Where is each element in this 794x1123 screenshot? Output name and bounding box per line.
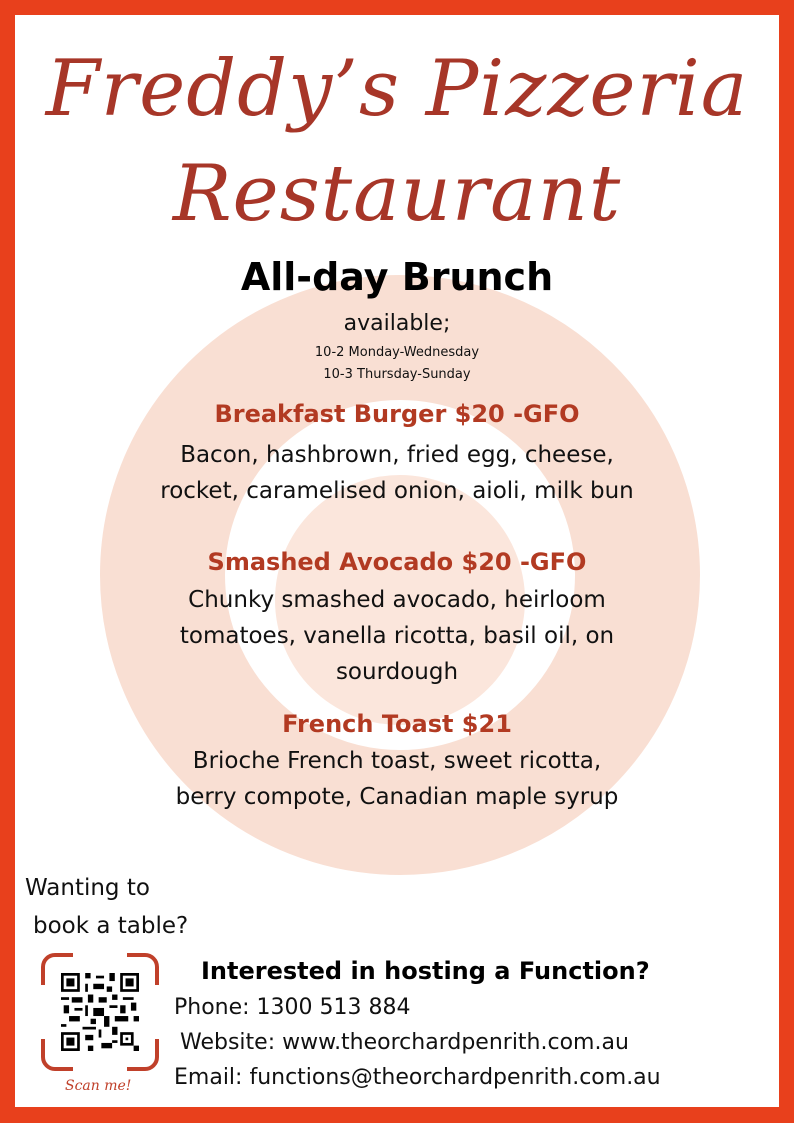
hours-weekend: 10-3 Thursday-Sunday	[323, 367, 471, 382]
brunch-heading: All-day Brunch	[240, 255, 554, 299]
phone-text: Phone: 1300 513 884	[174, 995, 411, 1020]
website-link[interactable]: Website: www.theorchardpenrith.com.au	[180, 1030, 629, 1055]
email-link[interactable]: Email: functions@theorchardpenrith.com.au	[174, 1065, 661, 1090]
dish-description-line: berry compote, Canadian maple syrup	[175, 784, 619, 810]
restaurant-name-line1: Freddy’s Pizzeria	[45, 44, 749, 134]
dish-description-line: Chunky smashed avocado, heirloom	[188, 587, 606, 613]
hours-weekdays: 10-2 Monday-Wednesday	[314, 345, 480, 360]
booking-prompt-line1: Wanting to	[25, 875, 150, 901]
qr-code-icon[interactable]	[61, 973, 139, 1051]
scan-me-caption: Scan me!	[65, 1078, 132, 1094]
restaurant-name-line2: Restaurant	[172, 149, 622, 239]
availability-label: available;	[343, 311, 451, 336]
dish-name: Breakfast Burger $20 -GFO	[214, 400, 580, 428]
booking-prompt-line2: book a table?	[33, 913, 189, 939]
dish-description-line: tomatoes, vanella ricotta, basil oil, on	[179, 623, 615, 649]
dish-name: Smashed Avocado $20 -GFO	[207, 548, 587, 576]
dish-description-line: Bacon, hashbrown, fried egg, cheese,	[180, 442, 614, 468]
menu-card	[15, 15, 779, 1107]
dish-description-line: Brioche French toast, sweet ricotta,	[192, 748, 602, 774]
dish-description-line: rocket, caramelised onion, aioli, milk bun	[160, 478, 634, 504]
dish-description-line: sourdough	[335, 659, 459, 685]
qr-code-frame[interactable]	[41, 953, 159, 1071]
function-heading: Interested in hosting a Function?	[201, 957, 650, 985]
dish-name: French Toast $21	[282, 710, 512, 738]
